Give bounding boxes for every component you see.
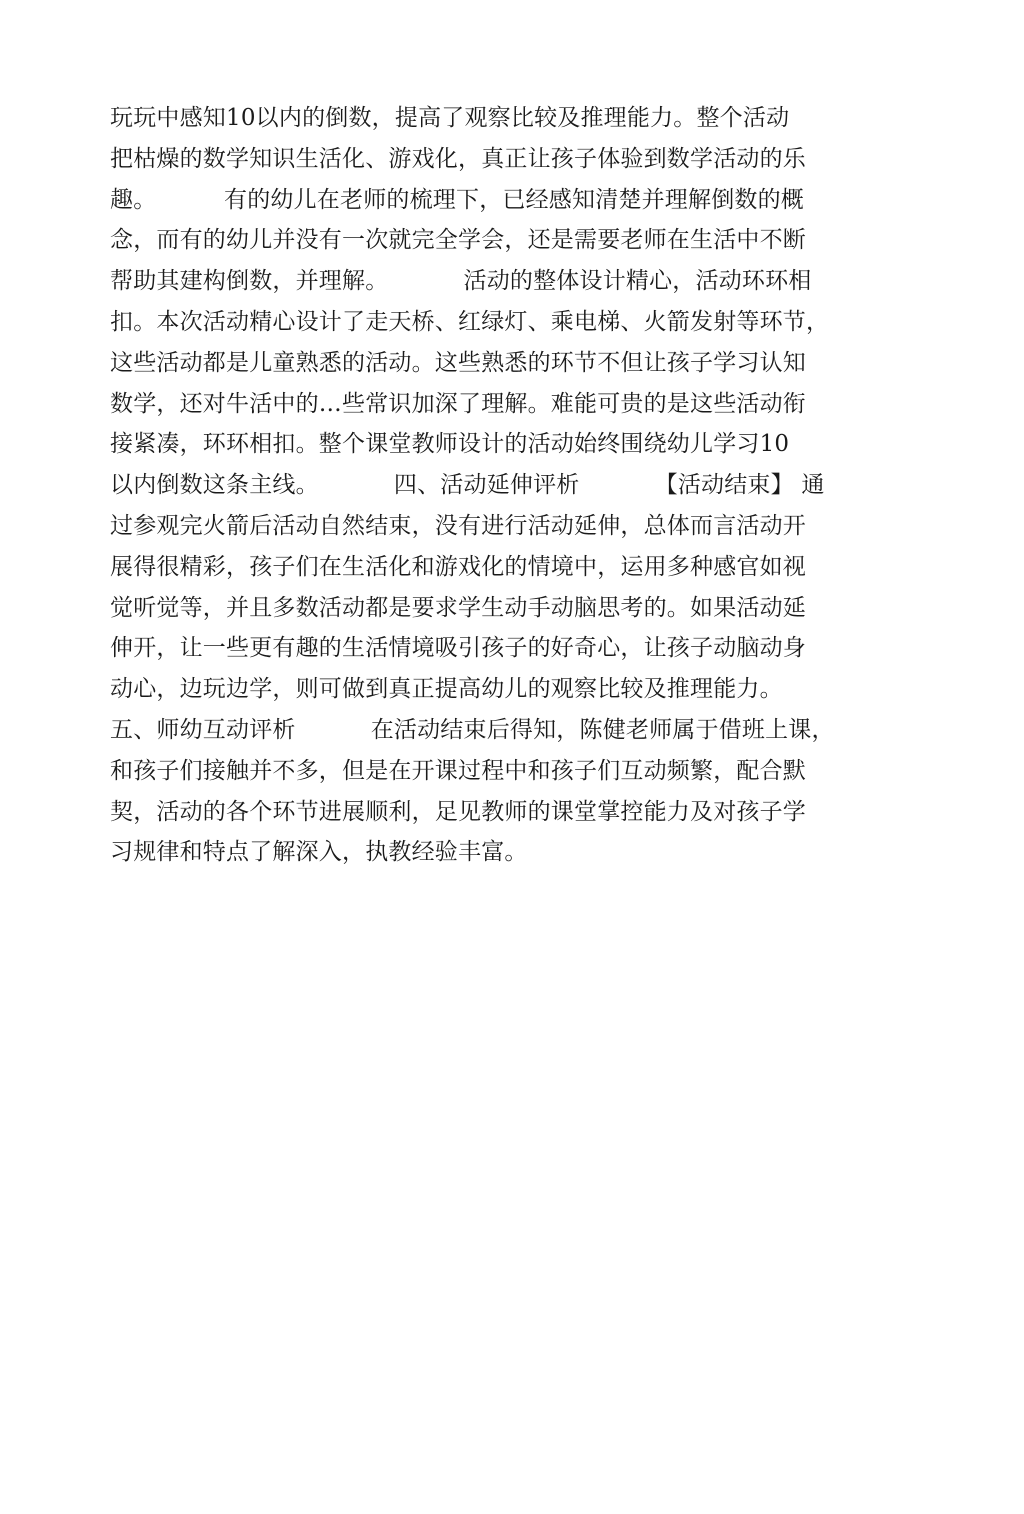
text-line: 以内倒数这条主线。 四、活动延伸评析 【活动结束】 通	[110, 472, 825, 499]
text-line: 五、师幼互动评析 在活动结束后得知，陈健老师属于借班上课，	[110, 716, 835, 743]
text-line: 过参观完火箭后活动自然结束，没有进行活动延伸，总体而言活动开	[110, 512, 806, 539]
text-line: 念，而有的幼儿并没有一次就完全学会，还是需要老师在生活中不断	[110, 227, 806, 254]
text-line: 趣。 有的幼儿在老师的梳理下，已经感知清楚并理解倒数的概	[110, 186, 804, 213]
body-text	[110, 98, 870, 873]
text-line: 觉听觉等，并且多数活动都是要求学生动手动脑思考的。如果活动延	[110, 594, 806, 621]
text-line: 数学，还对牛活中的…些常识加深了理解。难能可贵的是这些活动衔	[110, 390, 806, 417]
text-line: 展得很精彩，孩子们在生活化和游戏化的情境中，运用多种感官如视	[110, 553, 806, 580]
text-line: 这些活动都是儿童熟悉的活动。这些熟悉的环节不但让孩子学习认知	[110, 349, 806, 376]
text-line: 和孩子们接触并不多，但是在开课过程中和孩子们互动频繁，配合默	[110, 757, 806, 784]
text-line: 契，活动的各个环节进展顺利，足见教师的课堂掌控能力及对孩子学	[110, 798, 806, 825]
text-line: 伸开，让一些更有趣的生活情境吸引孩子的好奇心，让孩子动脑动身	[110, 635, 806, 662]
text-line: 把枯燥的数学知识生活化、游戏化，真正让孩子体验到数学活动的乐	[110, 145, 806, 172]
text-line: 动心，边玩边学，则可做到真正提高幼儿的观察比较及推理能力。	[110, 676, 783, 703]
text-line: 接紧凑，环环相扣。整个课堂教师设计的活动始终围绕幼儿学习10	[110, 431, 790, 458]
text-line: 帮助其建构倒数，并理解。 活动的整体设计精心，活动环环相	[110, 268, 812, 295]
text-line: 习规律和特点了解深入，执教经验丰富。	[110, 839, 528, 866]
text-line: 扣。本次活动精心设计了走天桥、红绿灯、乘电梯、火箭发射等环节，	[110, 308, 830, 335]
text-line: 玩玩中感知10以内的倒数，提高了观察比较及推理能力。整个活动	[110, 105, 790, 131]
